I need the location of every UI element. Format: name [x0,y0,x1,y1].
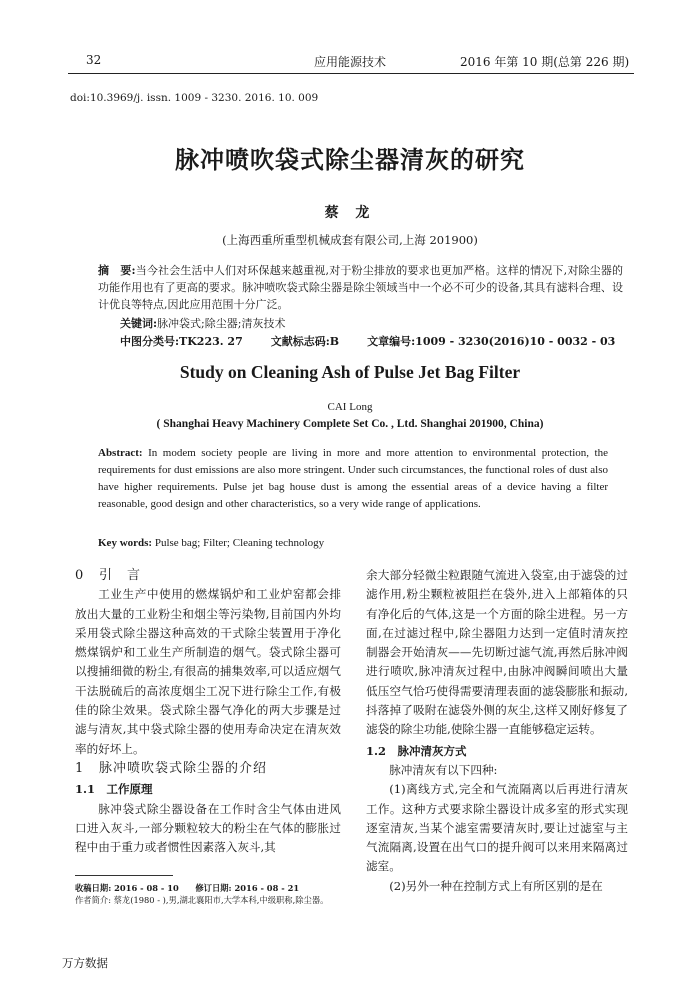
section-0-paragraph: 工业生产中使用的燃煤锅炉和工业炉窑都会排放出大量的工业粉尘和烟尘等污染物,目前国内外均采用袋式除尘器这种高效的干式除尘装置用于净化燃煤锅炉和工业生产所制造的烟气。袋式除尘器可以搜捕细微的粉尘,有很高的捕集效率,可以适应烟气干法脱硫后的高浓度烟尘工况下进行除尘工作,有极佳的除尘效果。袋式除尘器气净化的两大步骤是过滤与清灰,其中袋式除尘器的使用寿命决定在清灰效率的好坏上。 [75,587,341,756]
author-en: CAI Long [327,401,373,413]
keywords-en-label: Key words: [98,537,153,549]
doi: doi:10.3969/j. issn. 1009 - 3230. 2016. 10. 009 [70,92,319,104]
abstract-en-label: Abstract: [98,447,143,459]
abstract-cn [98,262,623,314]
section-1-2-item-1: (1)离线方式,完全和气流隔离以后再进行清灰工作。这种方式要求除尘器设计成多室的形式实现逐室清灰,当某个滤室需要清灰时,要让过滤室与主气流隔离,设置在出气口的提升阀可以来用来隔离过滤室。 [366,782,628,874]
journal-name: 应用能源技术 [314,55,387,69]
footnote [75,882,345,906]
abstract-cn-text: 当今社会生活中人们对环保越来越重视,对于粉尘排放的要求也更加严格。这样的情况下,对除尘器的功能作用也有了更高的要求。脉冲喷吹袋式除尘器是除尘领域当中一个必不可少的设备,其具有滤料合理、设计优良等特点,因此应用范围十分广泛。 [98,264,623,312]
article-title-en: Study on Cleaning Ash of Pulse Jet Bag Filter [179,362,521,382]
section-1-1-heading: 1.1 工作原理 [75,782,153,797]
article-number: 文章编号:1009 - 3230(2016)10 - 0032 - 03 [367,335,616,348]
doc-code: 文献标志码:B [270,335,340,348]
body-right-column [366,566,628,896]
footnote-rule [75,875,173,876]
abstract-en [98,445,608,513]
section-1-heading [75,759,341,778]
section-0-title: 引 言 [99,568,142,583]
section-1-2-intro: 脉冲清灰有以下四种: [389,762,498,777]
affiliation: (上海西重所重型机械成套有限公司,上海 201900) [222,233,478,247]
footer-watermark: 万方数据 [62,956,108,970]
affiliation-en: ( Shanghai Heavy Machinery Complete Set Co. , Ltd. Shanghai 201900, China) [156,418,544,430]
section-1-number: 1 [75,760,85,776]
continued-paragraph: 余大部分轻微尘粒跟随气流进入袋室,由于滤袋的过滤作用,粉尘颗粒被阻拦在袋外,进入上部箱体的只有净化后的气体,这是一个方面的除尘进程。另一方面,在过滤过程中,除尘器阻力达到一定值时清灰控制器会开始清灰——先切断过滤气流,再然后脉冲阀进行喷吹,脉冲清灰过程中,由脉冲阀瞬间喷出大量低压空气恰巧使得需要清理表面的滤袋膨胀和振动,抖落掉了吸附在滤袋外侧的灰尘,这样又刚好修复了滤袋的除尘功能,使除尘器一直能够稳定运转。 [366,568,628,737]
section-0-heading [75,566,341,585]
keywords-cn [120,315,285,331]
author: 蔡 龙 [324,205,376,221]
abstract-en-text: In modem society people are living in more and more attention to environmental protection, the requirements for dust emissions are also more stringent. Under such circumstances, the functional roles of dust also have higher requirements. Pulse jet bag house dust is among the essential areas of a device having a filter reasonable, good design and other characteristics, so a very wide range of applications. [98,447,608,510]
classification-row [120,333,643,349]
keywords-cn-text: 脉冲袋式;除尘器;清灰技术 [157,317,286,330]
keywords-en-text: Pulse bag; Filter; Cleaning technology [152,537,325,549]
section-1-2-heading: 1.2 脉冲清灰方式 [366,743,467,758]
article-title: 脉冲喷吹袋式除尘器清灰的研究 [175,145,525,174]
section-0-number: 0 [75,568,85,583]
footnote-dates: 收稿日期: 2016 - 08 - 10 修订日期: 2016 - 08 - 21 [75,883,300,893]
footnote-author-bio: 作者简介: 蔡龙(1980 - ),男,湖北襄阳市,大学本科,中级职称,除尘器。 [75,895,329,905]
section-1-title: 脉冲喷吹袋式除尘器的介绍 [99,760,268,776]
body-left-column [75,566,341,857]
section-1-2-item-2: (2)另外一种在控制方式上有所区别的是在 [389,878,603,893]
abstract-cn-label: 摘 要: [98,264,136,277]
keywords-cn-label: 关键词: [120,317,158,330]
page-number: 32 [86,53,102,67]
keywords-en [98,537,324,549]
header-rule [68,73,634,74]
section-1-1-paragraph: 脉冲袋式除尘器设备在工作时含尘气体由进风口进入灰斗,一部分颗粒较大的粉尘在气体的膨胀过程中由于重力或者惯性因素落入灰斗,其 [75,801,341,855]
issue-info: 2016 年第 10 期(总第 226 期) [460,55,630,69]
clc-number: 中图分类号:TK223. 27 [120,335,243,348]
